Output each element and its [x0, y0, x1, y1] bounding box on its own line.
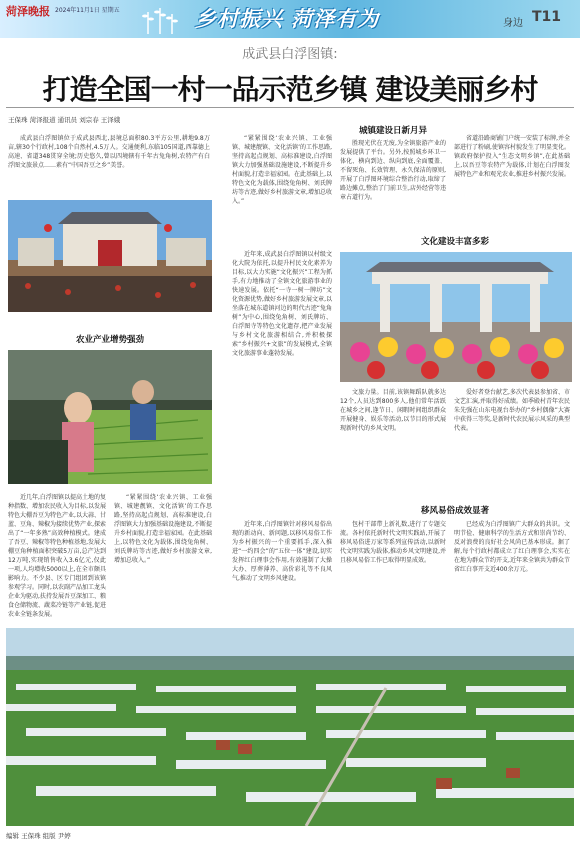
- culture-paragraph-continued: 文旅力量。目前,该镇舞蹈队就多达12个,人员达到800多人,他们常年活跃在城乡之间,逢节日、闲暇时间组织群众开展健身、娱乐等活动,以节目的形式展现新时代的乡风文明。: [340, 389, 446, 432]
- byline: 王保珠 菏泽报道 通讯员 刘宗春 王泽娥: [8, 116, 121, 124]
- customs-reform-paragraph-final: 已经成为白浮图镇广大群众的共识。文明节俭、健康科学的生活方式和崇尚节约、反对浪费的良好社会风尚已基本形成。据了解,每个行政村都成立了红白理事会,实实在在地为群众节约开支,近年来全镇共为群众节省红白事开支近400余万元。: [454, 521, 570, 573]
- customs-reform-paragraph-continued: 包村干部带上新礼数,进行了专题交流。各村依托新时代文明实践站,开展了移风易俗进万家等系列宣传活动,以新时代文明实践为载体,推动乡风文明建设,并且移风易俗工作已取得明显成效。: [340, 521, 446, 564]
- headline-divider: [6, 107, 574, 108]
- intro-paragraph: 成武县白浮图镇位于成武县西北,县境总面积80.3平方公里,耕地9.8万亩,辖30个行政村,108个自然村,4.5万人。交通便利,东临105国道,西靠德上高速、省道348贯穿全境;历史悠久,曾以四境辖有千年古兔角树,农特产有白浮图文旅景点……素有“中国吾豆之乡”美誉。: [8, 135, 210, 169]
- section-heading-agriculture: 农业产业增势强劲: [75, 335, 144, 345]
- agriculture-paragraph-continued: “紧紧围绕‘农业兴镇、工业强镇、城建靓镇、文化活镇’的工作思路,坚持高起点规划、高标准建设,白浮图镇大力加强基础设施建设,不断提升乡村面貌,打造幸福家园。在此基础上,以特色文化为载体,围绕兔角树、刘氏牌坊等古迹,做好乡村旅游文章,增加总收入。”: [114, 494, 212, 564]
- town-construction-paragraph-continued: 省道沿路商铺门户统一安装了标牌,并全部进行了粉刷,使镇容村貌发生了明显变化。镇政府保护投入“生态文明乡镇”,在此基础上,以吾豆等农特产为载体,计划在白浮图发展特色产业和观光农业,推进乡村振兴发展。: [454, 135, 570, 178]
- aerial-greenhouse-photo: [6, 628, 574, 826]
- section-label: 身边: [503, 18, 523, 29]
- credits-line: 编辑 王保珠 组版 尹婷: [6, 832, 71, 840]
- issue-date-line: [55, 5, 120, 14]
- town-building-paragraph: “紧紧围绕‘农业兴镇、工业强镇、城建靓镇、文化活镇’的工作思路,坚持高起点规划、高标准建设,白浮图镇大力加强基础设施建设,不断提升乡村面貌,打造幸福家园。在此基础上,以特色文化为载体,围绕兔角树、刘氏牌坊等古迹,做好乡村旅游文章,增加总收入。”: [232, 135, 332, 205]
- section-heading-culture: 文化建设丰富多彩: [420, 237, 489, 247]
- culture-paragraph: 近年来,成武县白浮图镇以村级文化大院为依托,以提升村民文化素养为目标,以大力实施“文化振兴”工程为抓手,有力地推动了全镇文化旅游事业的快速发展。依托“一寺一树一牌坊”文化资源优势,做好乡村旅游发展文章,以坐落在城东道镇河边的明代古迹“兔角树”为中心,围绕兔角树、刘氏牌坊、白浮图寺等特色文化遗存,把产业发展与乡村文化旅游相结合,并积极探索“乡村振兴+文旅”的发展模式,全镇文化旅游事业蓬勃发展。: [232, 251, 332, 357]
- section-banner: 乡村振兴 菏泽有为: [195, 7, 380, 31]
- newspaper-logo: 菏泽晚报: [6, 5, 50, 18]
- farmers-photo: [8, 350, 212, 484]
- article-subtitle: 成武县白浮图镇:: [242, 47, 338, 62]
- customs-reform-paragraph: 近年来,白浮图镇针对移风易俗出现的新动向、新问题,以移风易俗工作为乡村振兴的一个重要抓手,深入推进“一约四会”的“五位一体”建设,切实发挥红白理事会作用,有效遏制了大操大办、厚葬薄养、高价彩礼等不良风气,推动了文明乡风建设。: [232, 521, 332, 582]
- wheat-icon: [140, 6, 180, 34]
- article-headline: 打造全国一村一品示范乡镇 建设美丽乡村: [42, 73, 538, 106]
- page-number: T11: [532, 9, 562, 25]
- section-heading-town-construction: 城镇建设日新月异: [358, 126, 427, 136]
- agriculture-paragraph: 近几年,白浮图镇以提高土地的复种指数、增加农民收入为目标,以发展特色大棚吾豆为特色产业,以大蒜、甘蓝、豆角、辣椒为接续优势产业,探索出了“一年多熟”高效种植模式。建成了吾豆、辣椒等特色种植基地,发展大棚豆角种植面积突破5万亩,总产达到12万吨,实现销售收入3.6亿元,仅此一项,人均增收5000以上,在全市颇具影响力。不少县、区专门组团到该镇参观学习。同时,以农副产品加工龙头企业为驱动,扶持发展吾豆深加工、粮食仓储物流、蔬菜冷链等产业链,促进农业全链条发展。: [8, 494, 106, 618]
- fan-dance-photo: [340, 252, 572, 382]
- town-square-photo: [8, 200, 212, 312]
- issue-date: 2024年11月1日: [55, 7, 100, 14]
- issue-weekday: 星期五: [101, 7, 120, 14]
- culture-paragraph-final: 爱好者登台献艺,多次代表县参加省、市文艺汇演,并取得好成绩。如季殿村青年农民朱先强在山东电视台举办的“乡村偶像”大赛中获得三等奖,是新时代农民展示风采的典型代表。: [454, 389, 570, 432]
- town-construction-paragraph: 胜现光伏在无废,为全镇旅游产业的发展提供了平台。另外,按照城乡环卫一体化、横向到边、纵向到底,全面覆盖、不留死角、长效管理、永久保洁的原则,开展了白浮图环境综合整治行动,取缔了路边摊点,整治了门前卫生,店外经营等违章占道行为。: [340, 140, 446, 201]
- section-heading-customs-reform: 移风易俗成效显著: [420, 506, 489, 516]
